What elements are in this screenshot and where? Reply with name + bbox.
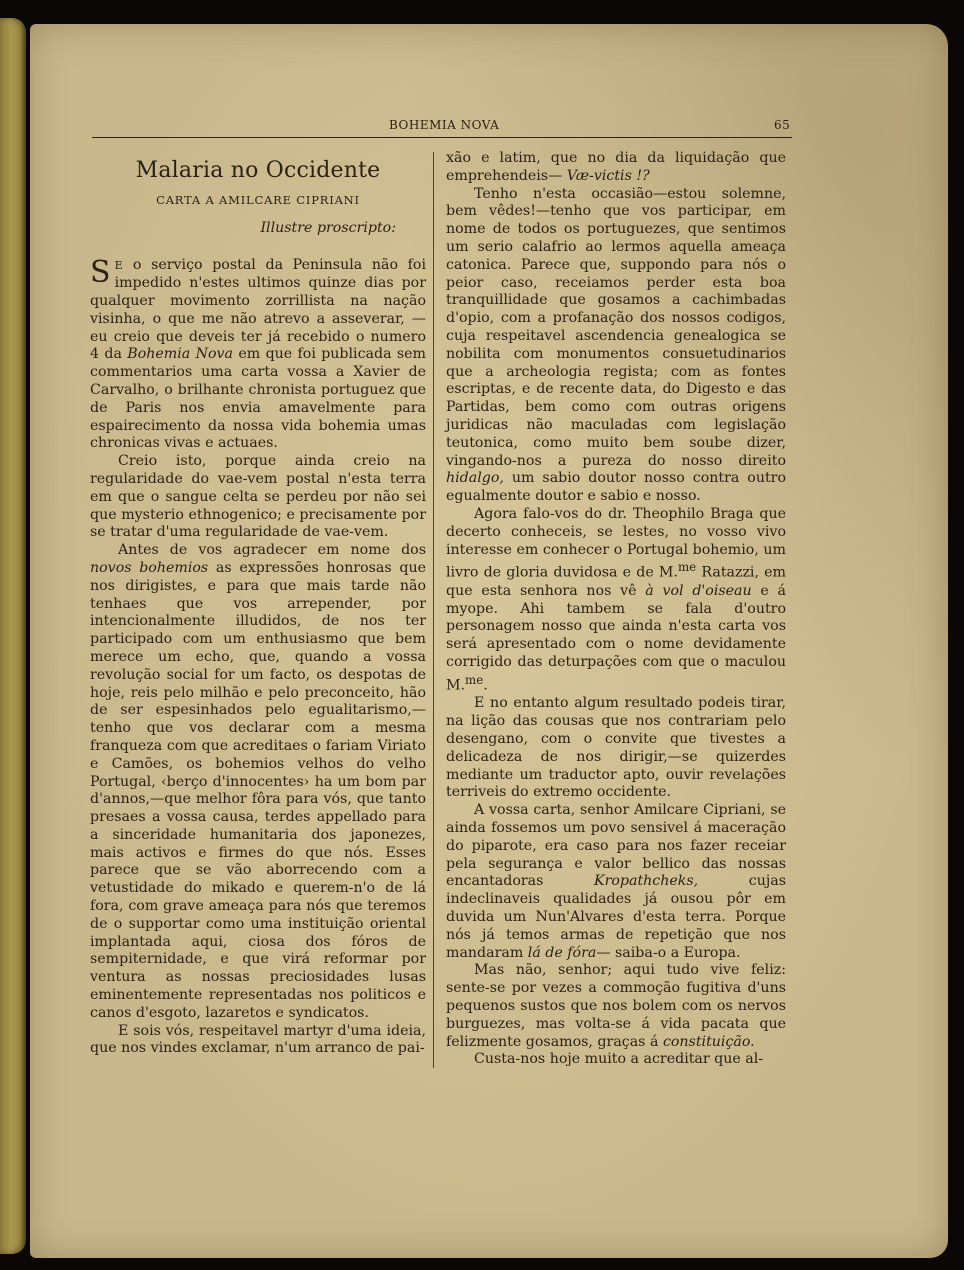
paragraph [446, 186, 786, 506]
small-caps-text: E [114, 259, 124, 273]
paragraph: Custa-nos hoje muito a acreditar que al- [474, 1051, 764, 1068]
paragraph-text: — saiba-o a Europa. [596, 944, 741, 961]
paragraph [446, 802, 786, 962]
column-divider [433, 152, 434, 1068]
salutation: Illustre proscripto: [260, 219, 396, 236]
paragraph-text: Agora falo-vos do dr. Theophilo Braga que decerto conheceis, se lestes, no vosso vivo interesse em conhecer o Portugal bohemio, um livro de gloria duvidosa e de M. [446, 505, 786, 582]
paragraph-text: em que foi publicada sem commentarios uma carta vossa a Xavier de Carvalho, o brilhante chronista portuguez que de Paris nos envia amavelmente para espairecimento da nossa vida bohemia umas chronicas vivas e actuaes. [90, 346, 427, 452]
paragraph-text: o serviço postal da Peninsula não foi impedido n'estes ultimos quinze dias por qualquer movimento zorrillista na nação visinha, o que me não atrevo a asseverar, — eu creio que deveis ter já recebido o numero 4 da [90, 257, 426, 363]
italic-text: constituição. [662, 1033, 755, 1050]
paragraph: E no entanto algum resultado podeis tirar, na lição das cousas que nos contrariam pelo desengano, com o convite que tivestes a delicadeza de nos dirigir,—se quizerdes mediante um traductor apto, ouvir revelações terriveis do extremo occidente. [446, 695, 786, 801]
running-head-title: BOHEMIA NOVA [389, 118, 500, 132]
italic-text: Bohemia Nova [127, 346, 234, 363]
italic-text: Kropathcheks, [594, 873, 699, 890]
paragraph [90, 257, 426, 453]
paragraph-text: as expressões honrosas que nos dirigistes, e para que mais tarde não tenhaes que vos arrepender, por intencionalmente illudidos, de nos ter participado com um enthusiasmo que bem merece um echo, que, quando a vossa revolução social for um facto, os despotas de hoje, reis pelo milhão e pelo preconceito, hão de ser espesinhados pelo egualitarismo,—tenho que vos declarar com a mesma franqueza com que acreditaes o fariam Viriato e Camões, os bohemios velhos do velho Portugal, ‹berço d'innocentes› ha um bom par d'annos,—que melhor fôra para vós, que tanto presaes a vossa causa, terdes appellado para a sinceridade humanitaria dos japonezes, mais activos e firmes do que nós. Esses parece que se vão aborrecendo com a vetustidade do mikado e querem-n'o de lá fora, com grave ameaça para nós que teremos de o supportar como uma instituição oriental implantada aqui, ciosa dos fóros de sempiternidade, e que virá reformar por ventura as nossas preciosidades lusas eminentemente representadas nos politicos e canos d'esgoto, lazaretos e syndicatos. [90, 559, 426, 1021]
paragraph-text: e á myope. Ahi tambem se fala d'outro personagem nosso que ainda n'esta carta vos será apresentado com o nome devidamente corrigido das deturpações com que o maculou M. [446, 582, 786, 694]
paragraph-text: cujas indeclinaveis qualidades já ousou pôr em duvida um Nun'Alvares d'esta terra. Porque nós já temos armas de repetição que nos mandaram [446, 873, 787, 961]
paragraph [446, 150, 786, 186]
paragraph-text: Ratazzi, em que esta senhora nos vê [446, 565, 786, 599]
italic-text: novos bohemios [90, 559, 209, 576]
superscript: me [677, 560, 697, 575]
paragraph-text: . [483, 677, 488, 694]
paragraph: Creio isto, porque ainda creio na regularidade do vae-vem postal n'esta terra em que o sangue celta se perdeu por não sei que mysterio ethnogenico; e precisamente por se tratar d'uma regularidade de vae-vem. [90, 453, 426, 541]
paragraph: E sois vós, respeitavel martyr d'uma ideia, que nos vindes exclamar, n'um arranco de pai- [90, 1022, 426, 1057]
paragraph [446, 506, 786, 695]
paragraph [90, 542, 426, 1023]
paragraph-text: Mas não, senhor; aqui tudo vive feliz: sente-se por vezes a commoção fugitiva d'uns pequenos sustos que nos bolem com os nervos burguezes, mas volta-se á vida pacata que felizmente gosamos, graças á [446, 962, 786, 1050]
italic-text: lá de fóra [527, 944, 597, 961]
right-column [446, 150, 786, 1069]
italic-text: hidalgo, [446, 470, 504, 487]
page-number: 65 [774, 118, 791, 132]
paragraph-text: Tenho n'esta occasião—estou solemne, bem vêdes!—tenho que vos participar, em nome de todos os portuguezes, que sentimos um serio calafrio ao lermos aquella ameaça catonica. Parece que, suppondo para nós o peior caso, receiamos perder esta boa tranquillidade que gosamos a cachimbadas d'opio, com a profanação dos nossos codigos, cuja respeitavel ascendencia genealogica se nobilita com monumentos consuetudinarios que a archeologia regista; com as fontes escriptas, e de recente data, do Digesto e das Partidas, bem como com outras origens juridicas não maculadas com legislação teutonica, como muito bem soube dizer, vingando-nos a pureza do nosso direito [446, 185, 786, 469]
superscript: me [465, 672, 484, 687]
italic-text: Væ-victis !? [566, 167, 650, 184]
drop-cap: S [90, 255, 111, 291]
paragraph-text: xão e latim, que no dia da liquidação que emprehendeis— [446, 150, 786, 184]
header-rule [92, 137, 792, 138]
italic-text: à vol d'oiseau [645, 582, 752, 599]
paragraph-text: A vossa carta, senhor Amilcare Cipriani, se ainda fossemos um povo sensivel á maceração do piparote, era caso para nos fazer receiar pela segurança e valor bellico das nossas encantadoras [446, 802, 786, 890]
paragraph-text: um sabio doutor nosso contra outro egualmente doutor e sabio e nosso. [446, 470, 786, 505]
paragraph [446, 962, 786, 1051]
adjacent-page-edge [0, 18, 26, 1254]
article-subtitle: CARTA A AMILCARE CIPRIANI [156, 192, 360, 207]
article-title: Malaria no Occidente [135, 158, 381, 183]
left-column [90, 150, 426, 1058]
paragraph-text: Antes de vos agradecer em nome dos [118, 542, 426, 559]
